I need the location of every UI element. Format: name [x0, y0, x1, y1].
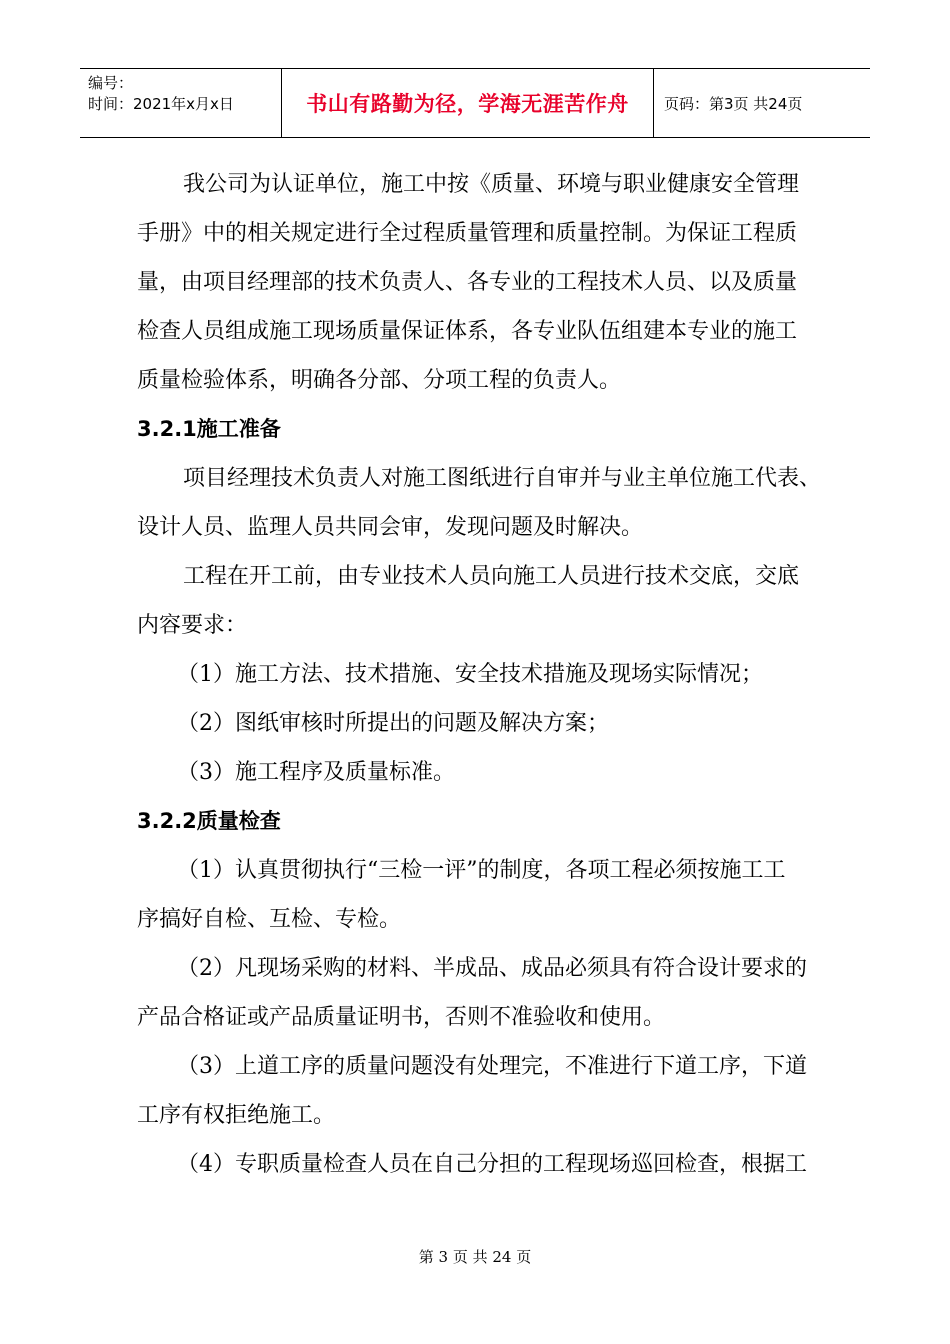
- section-heading-3-2-1: 3.2.1施工准备: [137, 417, 281, 441]
- s321-p2-line-1: 工程在开工前，由专业技术人员向施工人员进行技术交底，交底: [183, 564, 800, 589]
- header-motto: 书山有路勤为径，学海无涯苦作舟: [282, 69, 654, 137]
- s322-item-1-line-1: （1）认真贯彻执行“三检一评”的制度，各项工程必须按施工工: [177, 858, 786, 883]
- document-body: [137, 160, 827, 1189]
- s322-item-2-line-1: （2）凡现场采购的材料、半成品、成品必须具有符合设计要求的: [177, 956, 807, 981]
- intro-line-5: 质量检验体系，明确各分部、分项工程的负责人。: [137, 368, 622, 393]
- section-heading-3-2-2: 3.2.2质量检查: [137, 809, 281, 833]
- s321-paragraph-2: [137, 552, 827, 650]
- document-time-label: 时间：2021年x月x日: [88, 95, 234, 113]
- s322-item-3: [137, 1042, 827, 1140]
- intro-line-3: 量，由项目经理部的技术负责人、各专业的工程技术人员、以及质量: [137, 270, 798, 295]
- intro-line-4: 检查人员组成施工现场质量保证体系，各专业队伍组建本专业的施工: [137, 319, 798, 344]
- header-meta: [80, 69, 282, 137]
- intro-line-1: 我公司为认证单位，施工中按《质量、环境与职业健康安全管理: [183, 172, 800, 197]
- document-number-label: 编号：: [88, 74, 134, 92]
- s321-p2-line-2: 内容要求：: [137, 613, 248, 638]
- header-page-info: 页码：第3页 共24页: [664, 94, 803, 113]
- s322-item-2: [137, 944, 827, 1042]
- list-item: （1）施工方法、技术措施、安全技术措施及现场实际情况；: [177, 662, 763, 687]
- s322-item-2-line-2: 产品合格证或产品质量证明书，否则不准验收和使用。: [137, 1005, 666, 1030]
- list-item: （3）施工程序及质量标准。: [177, 760, 455, 785]
- s322-item-3-line-2: 工序有权拒绝施工。: [137, 1103, 336, 1128]
- s322-item-4: [137, 1140, 827, 1189]
- page-header: [80, 68, 870, 138]
- list-item: （2）图纸审核时所提出的问题及解决方案；: [177, 711, 609, 736]
- s321-p1-line-2: 设计人员、监理人员共同会审，发现问题及时解决。: [137, 515, 644, 540]
- s322-item-1-line-2: 序搞好自检、互检、专检。: [137, 907, 402, 932]
- page-footer: 第 3 页 共 24 页: [418, 1248, 532, 1266]
- s322-item-4-line-1: （4）专职质量检查人员在自己分担的工程现场巡回检查，根据工: [177, 1152, 807, 1177]
- s321-paragraph-1: [137, 454, 827, 552]
- s322-item-1: [137, 846, 827, 944]
- intro-line-2: 手册》中的相关规定进行全过程质量管理和质量控制。为保证工程质: [137, 221, 798, 246]
- s321-p1-line-1: 项目经理技术负责人对施工图纸进行自审并与业主单位施工代表、: [183, 466, 822, 491]
- s322-item-3-line-1: （3）上道工序的质量问题没有处理完，不准进行下道工序，下道: [177, 1054, 807, 1079]
- intro-paragraph: [137, 160, 827, 405]
